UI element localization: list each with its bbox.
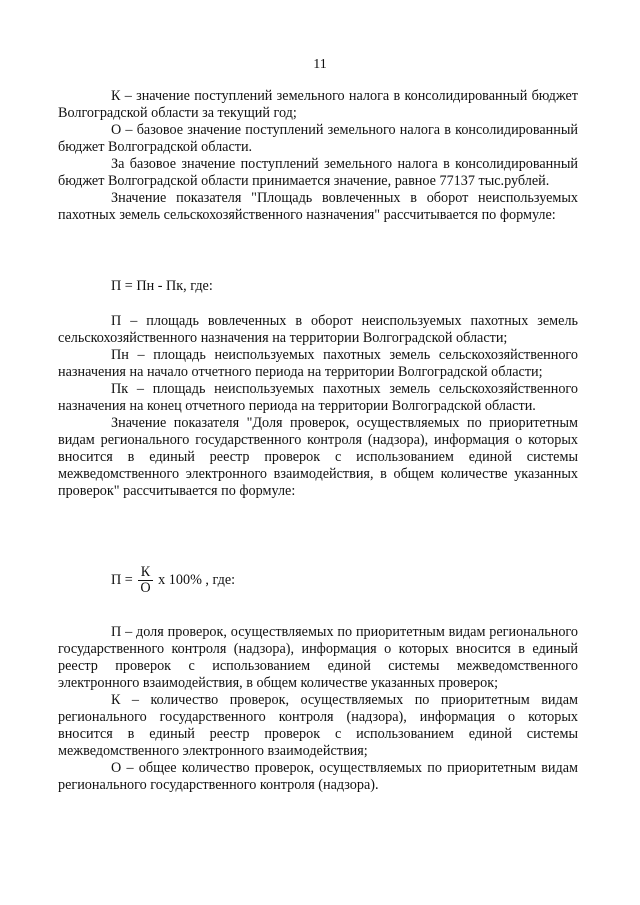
area-definitions xyxy=(58,313,578,500)
paragraph-area-indicator: Значение показателя "Площадь вовлеченных в оборот неиспользуемых пахотных земель сельскохозяйственного назначения" рассчитывается по формуле: xyxy=(58,190,578,223)
page-number: 11 xyxy=(313,57,327,72)
intro-paragraphs xyxy=(58,88,578,224)
formula-inspections xyxy=(58,565,631,596)
formula-fraction xyxy=(138,565,152,596)
paragraph-k-count-definition: К – количество проверок, осуществляемых по приоритетным видам регионального государственного контроля (надзора), информация о которых вносится в единый реестр проверок с использованием единой системы межведомственного электронного взаимодействия; xyxy=(58,692,578,759)
formula-numerator: К xyxy=(138,565,152,581)
paragraph-k-definition: К – значение поступлений земельного налога в консолидированный бюджет Волгоградской области за текущий год; xyxy=(58,88,578,121)
paragraph-o-total-definition: О – общее количество проверок, осуществляемых по приоритетным видам регионального государственного контроля (надзора). xyxy=(58,760,578,793)
paragraph-p-definition: П – площадь вовлеченных в оборот неиспользуемых пахотных земель сельскохозяйственного назначения на территории Волгоградской области; xyxy=(58,313,578,346)
paragraph-pn-definition: Пн – площадь неиспользуемых пахотных земель сельскохозяйственного назначения на начало отчетного периода на территории Волгоградской области; xyxy=(58,347,578,380)
paragraph-o-definition: О – базовое значение поступлений земельного налога в консолидированный бюджет Волгоградской области. xyxy=(58,122,578,155)
formula-area: П = Пн - Пк, где: xyxy=(111,278,213,294)
inspection-definitions xyxy=(58,624,578,794)
paragraph-pk-definition: Пк – площадь неиспользуемых пахотных земель сельскохозяйственного назначения на конец отчетного периода на территории Волгоградской области. xyxy=(58,381,578,414)
paragraph-p-share-definition: П – доля проверок, осуществляемых по приоритетным видам регионального государственного контроля (надзора), информация о которых вносится в единый реестр проверок с использованием единой системы межведомственного электронного взаимодействия, в общем количестве указанных проверок; xyxy=(58,624,578,691)
formula-denominator: О xyxy=(140,580,151,596)
formula-lhs: П = xyxy=(111,571,133,588)
paragraph-inspections-indicator: Значение показателя "Доля проверок, осуществляемых по приоритетным видам регионального государственного контроля (надзора), информация о которых вносится в единый реестр проверок с использованием единой системы межведомственного электронного взаимодействия, в общем количестве указанных проверок" рассчитывается по формуле: xyxy=(58,415,578,499)
paragraph-base-value: За базовое значение поступлений земельного налога в консолидированный бюджет Волгоградской области принимается значение, равное 77137 тыс.рублей. xyxy=(58,156,578,189)
formula-rhs: х 100% , где: xyxy=(158,571,236,588)
